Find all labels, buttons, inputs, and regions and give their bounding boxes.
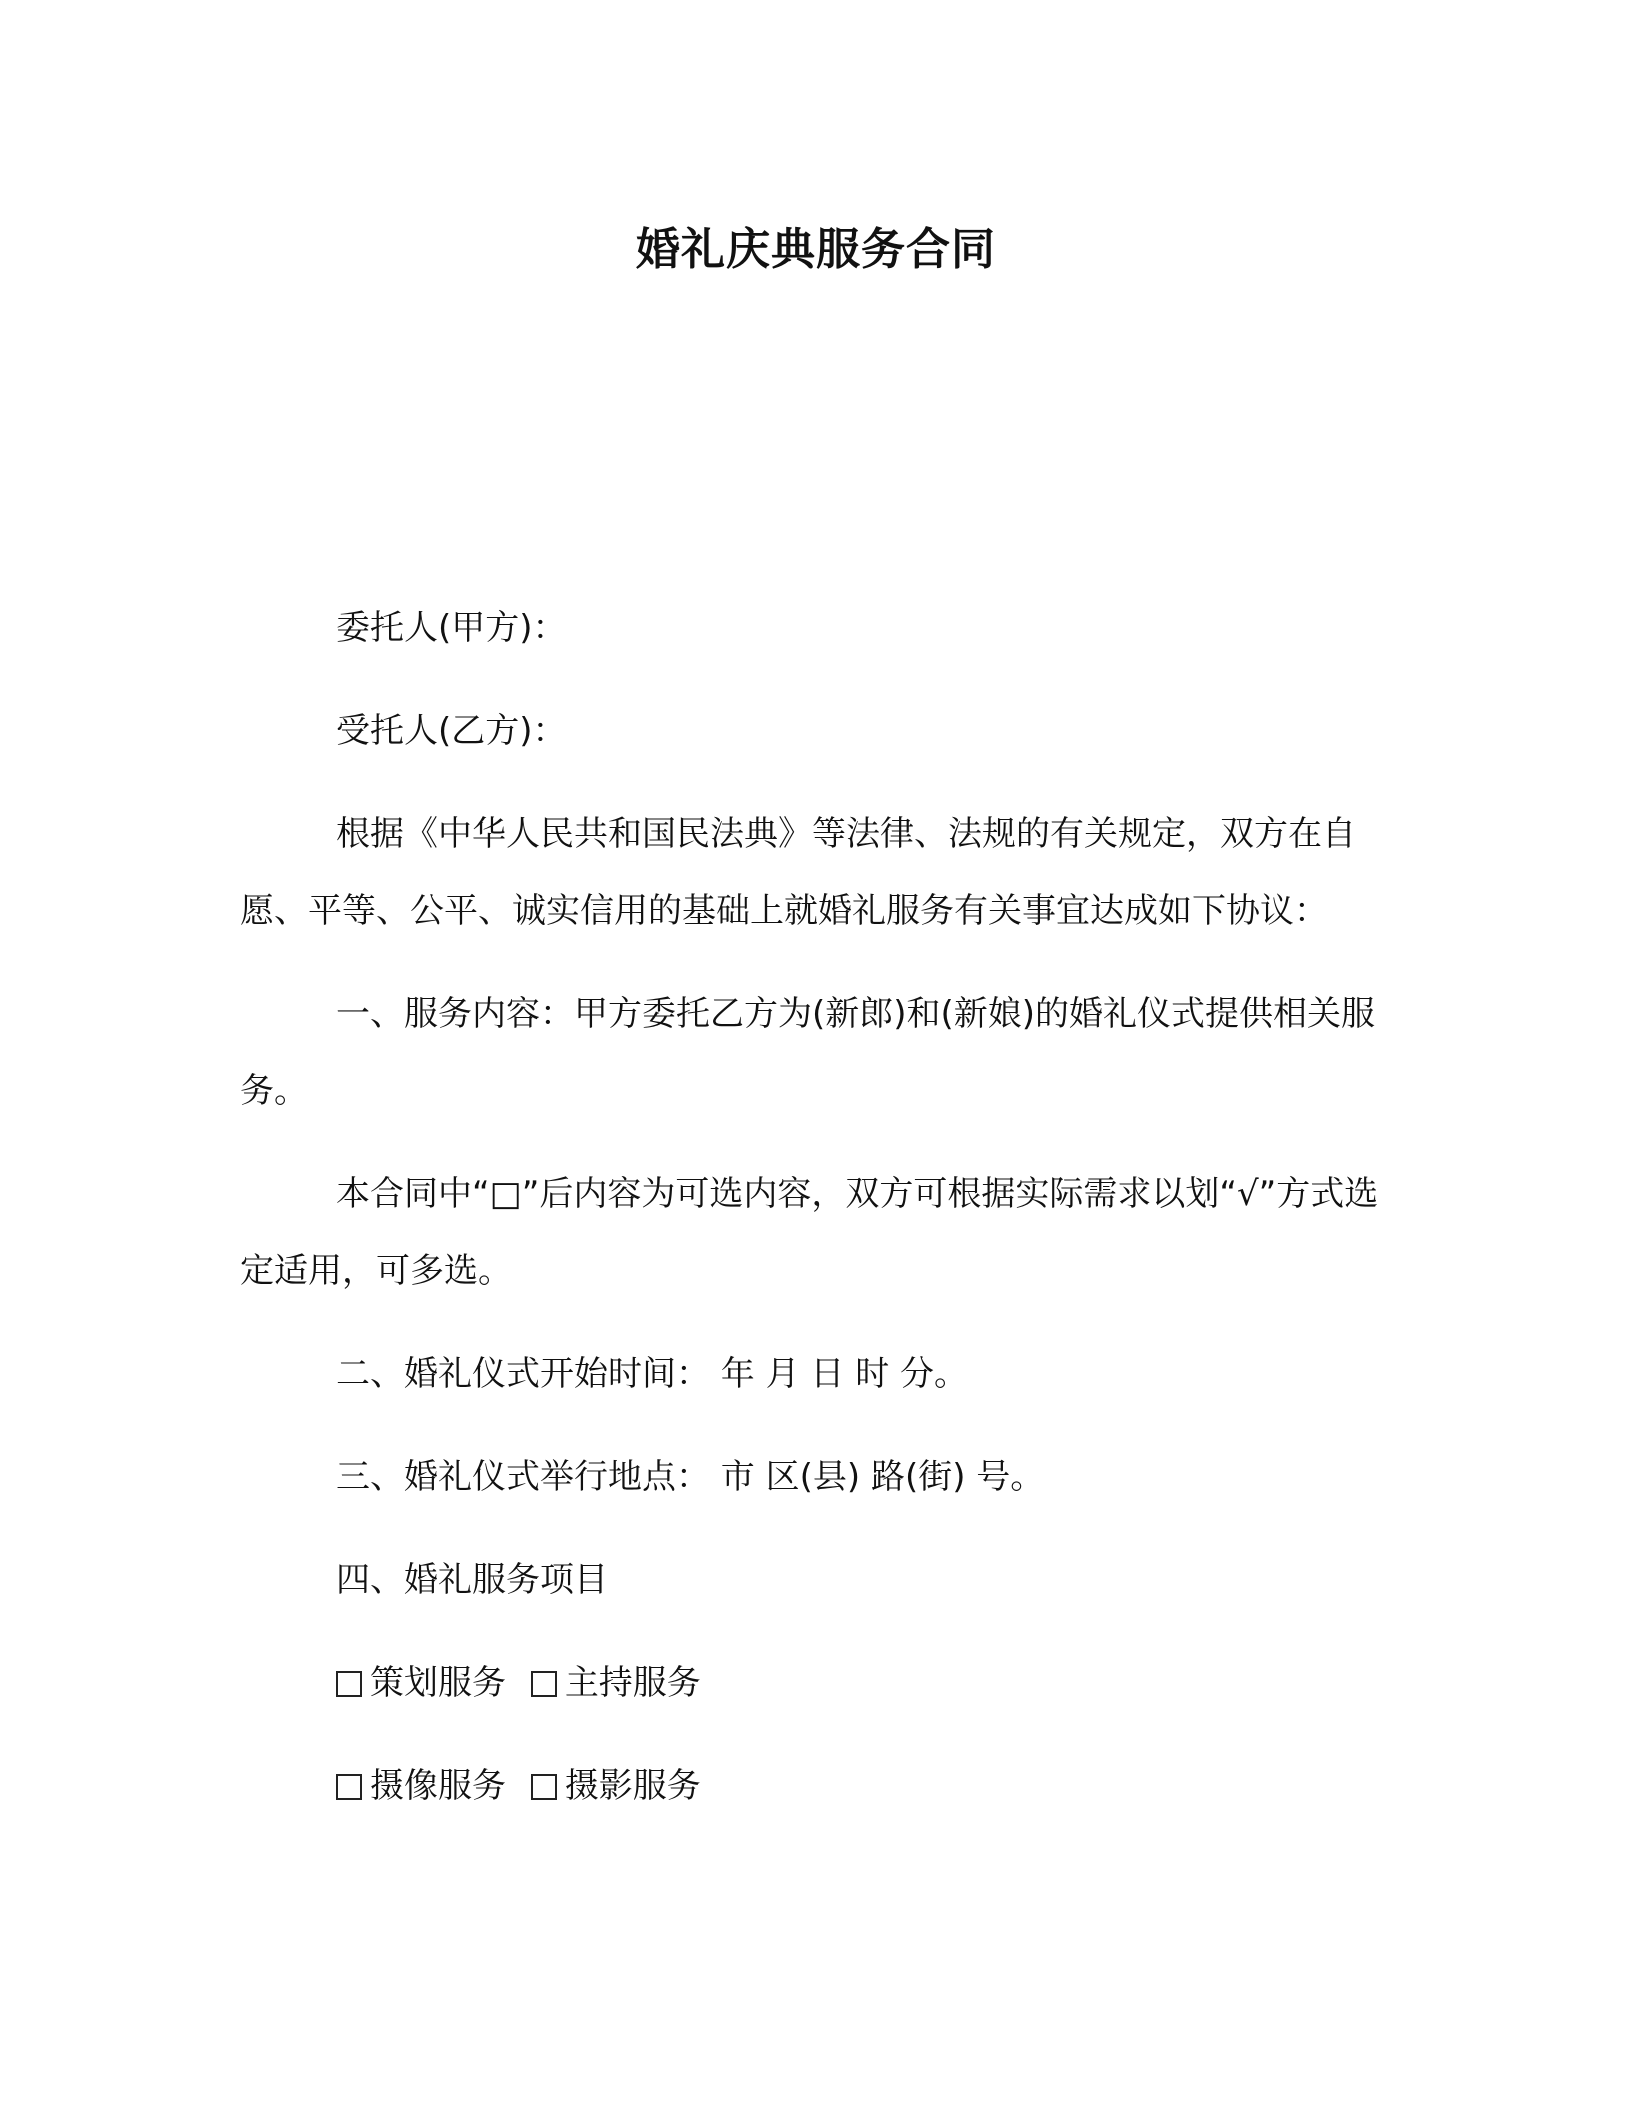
checkbox-icon[interactable]: [336, 1774, 362, 1800]
checkbox-icon[interactable]: [336, 1671, 362, 1697]
service-option-label: 主持服务: [564, 1663, 701, 1703]
checkbox-icon[interactable]: [531, 1774, 557, 1800]
clause-ceremony-time: 二、婚礼仪式开始时间： 年 月 日 时 分。: [336, 1354, 969, 1394]
service-option-label: 摄影服务: [564, 1766, 701, 1806]
service-option-label: 摄像服务: [370, 1766, 506, 1806]
service-options-row-1: [240, 1645, 1380, 1722]
document-title: 婚礼庆典服务合同: [636, 224, 996, 275]
clause-service-items-heading: 四、婚礼服务项目: [336, 1560, 608, 1600]
document-body: [240, 590, 1380, 1825]
service-option-label: 策划服务: [370, 1663, 506, 1703]
optional-content-note: 本合同中“□”后内容为可选内容，双方可根据实际需求以划“√”方式选定适用，可多选。: [240, 1174, 1379, 1291]
service-option[interactable]: [531, 1766, 701, 1806]
checkbox-icon[interactable]: [531, 1671, 557, 1697]
service-option[interactable]: [336, 1663, 517, 1703]
service-options-row-2: [240, 1748, 1380, 1825]
party-b-line: 受托人(乙方)：: [336, 711, 567, 751]
clause-service-content: 一、服务内容：甲方委托乙方为(新郎)和(新娘)的婚礼仪式提供相关服务。: [240, 994, 1376, 1111]
service-option[interactable]: [531, 1663, 701, 1703]
party-a-line: 委托人(甲方)：: [336, 608, 567, 648]
preamble-paragraph: 根据《中华人民共和国民法典》等法律、法规的有关规定，双方在自愿、平等、公平、诚实信用的基础上就婚礼服务有关事宜达成如下协议：: [240, 814, 1356, 931]
clause-ceremony-location: 三、婚礼仪式举行地点： 市 区(县) 路(街) 号。: [336, 1457, 1045, 1497]
service-option[interactable]: [336, 1766, 517, 1806]
